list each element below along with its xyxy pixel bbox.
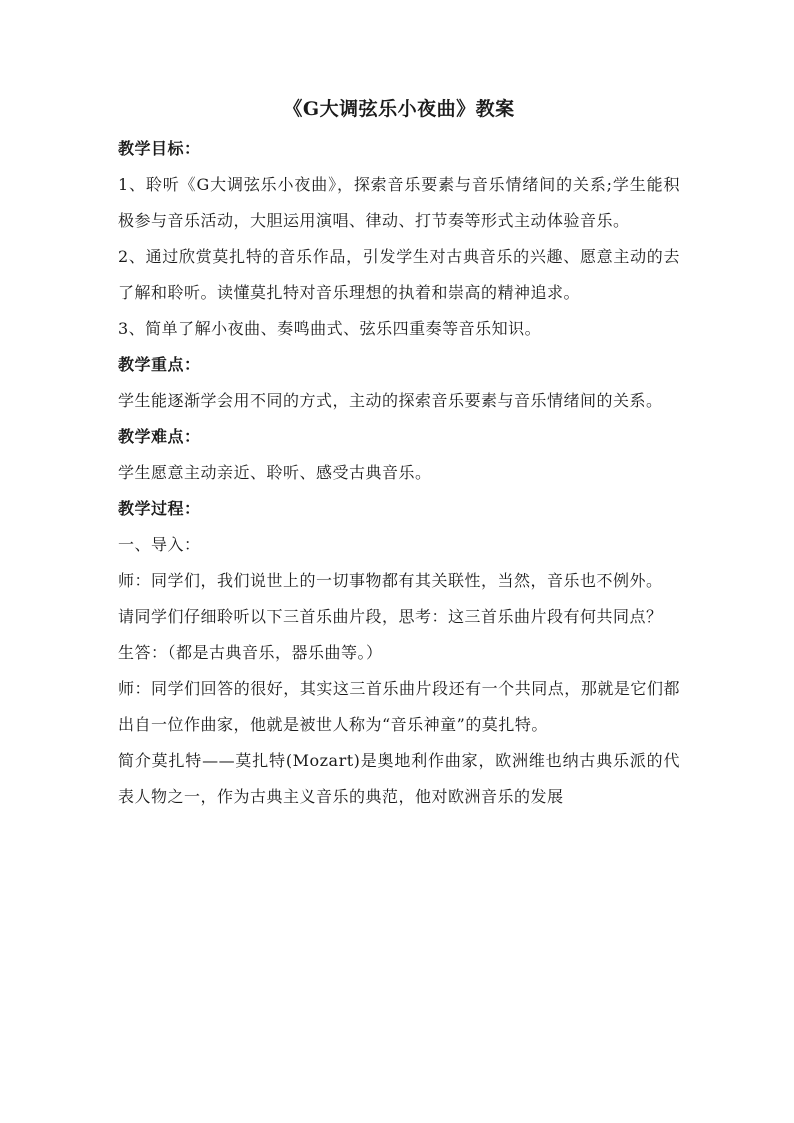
section-heading-difficulties: 教学难点： xyxy=(118,427,201,446)
section-heading-key-points: 教学重点： xyxy=(118,355,201,374)
paragraph-teacher-1: 师：同学们，我们说世上的一切事物都有其关联性，当然，音乐也不例外。 xyxy=(118,571,663,590)
paragraph-mozart-intro: 简介莫扎特——莫扎特(Mozart)是奥地利作曲家，欧洲维也纳古典乐派的代表人物之一，作为古典主义音乐的典范，他对欧洲音乐的发展 xyxy=(118,751,680,806)
paragraph-question: 请同学们仔细聆听以下三首乐曲片段，思考：这三首乐曲片段有何共同点？ xyxy=(118,607,663,626)
document-title: 《G大调弦乐小夜曲》教案 xyxy=(283,98,515,120)
paragraph-objective-1: 1、聆听《G大调弦乐小夜曲》，探索音乐要素与音乐情绪间的关系;学生能积极参与音乐活动，大胆运用演唱、律动、打节奏等形式主动体验音乐。 xyxy=(118,175,680,230)
section-heading-process: 教学过程： xyxy=(118,499,201,518)
section-heading-objectives: 教学目标： xyxy=(118,139,201,158)
paragraph-intro-label: 一、导入： xyxy=(118,535,201,554)
paragraph-objective-2: 2、通过欣赏莫扎特的音乐作品，引发学生对古典音乐的兴趣、愿意主动的去了解和聆听。读懂莫扎特对音乐理想的执着和崇高的精神追求。 xyxy=(118,247,680,302)
paragraph-teacher-2: 师：同学们回答的很好，其实这三首乐曲片段还有一个共同点，那就是它们都出自一位作曲家，他就是被世人称为“音乐神童”的莫扎特。 xyxy=(118,679,680,734)
paragraph-key-points: 学生能逐渐学会用不同的方式，主动的探索音乐要素与音乐情绪间的关系。 xyxy=(118,391,663,410)
paragraph-student-answer: 生答：（都是古典音乐，器乐曲等。） xyxy=(118,643,383,662)
document-page xyxy=(118,93,680,815)
paragraph-objective-3: 3、简单了解小夜曲、奏鸣曲式、弦乐四重奏等音乐知识。 xyxy=(118,319,542,338)
paragraph-difficulties: 学生愿意主动亲近、聆听、感受古典音乐。 xyxy=(118,463,432,482)
